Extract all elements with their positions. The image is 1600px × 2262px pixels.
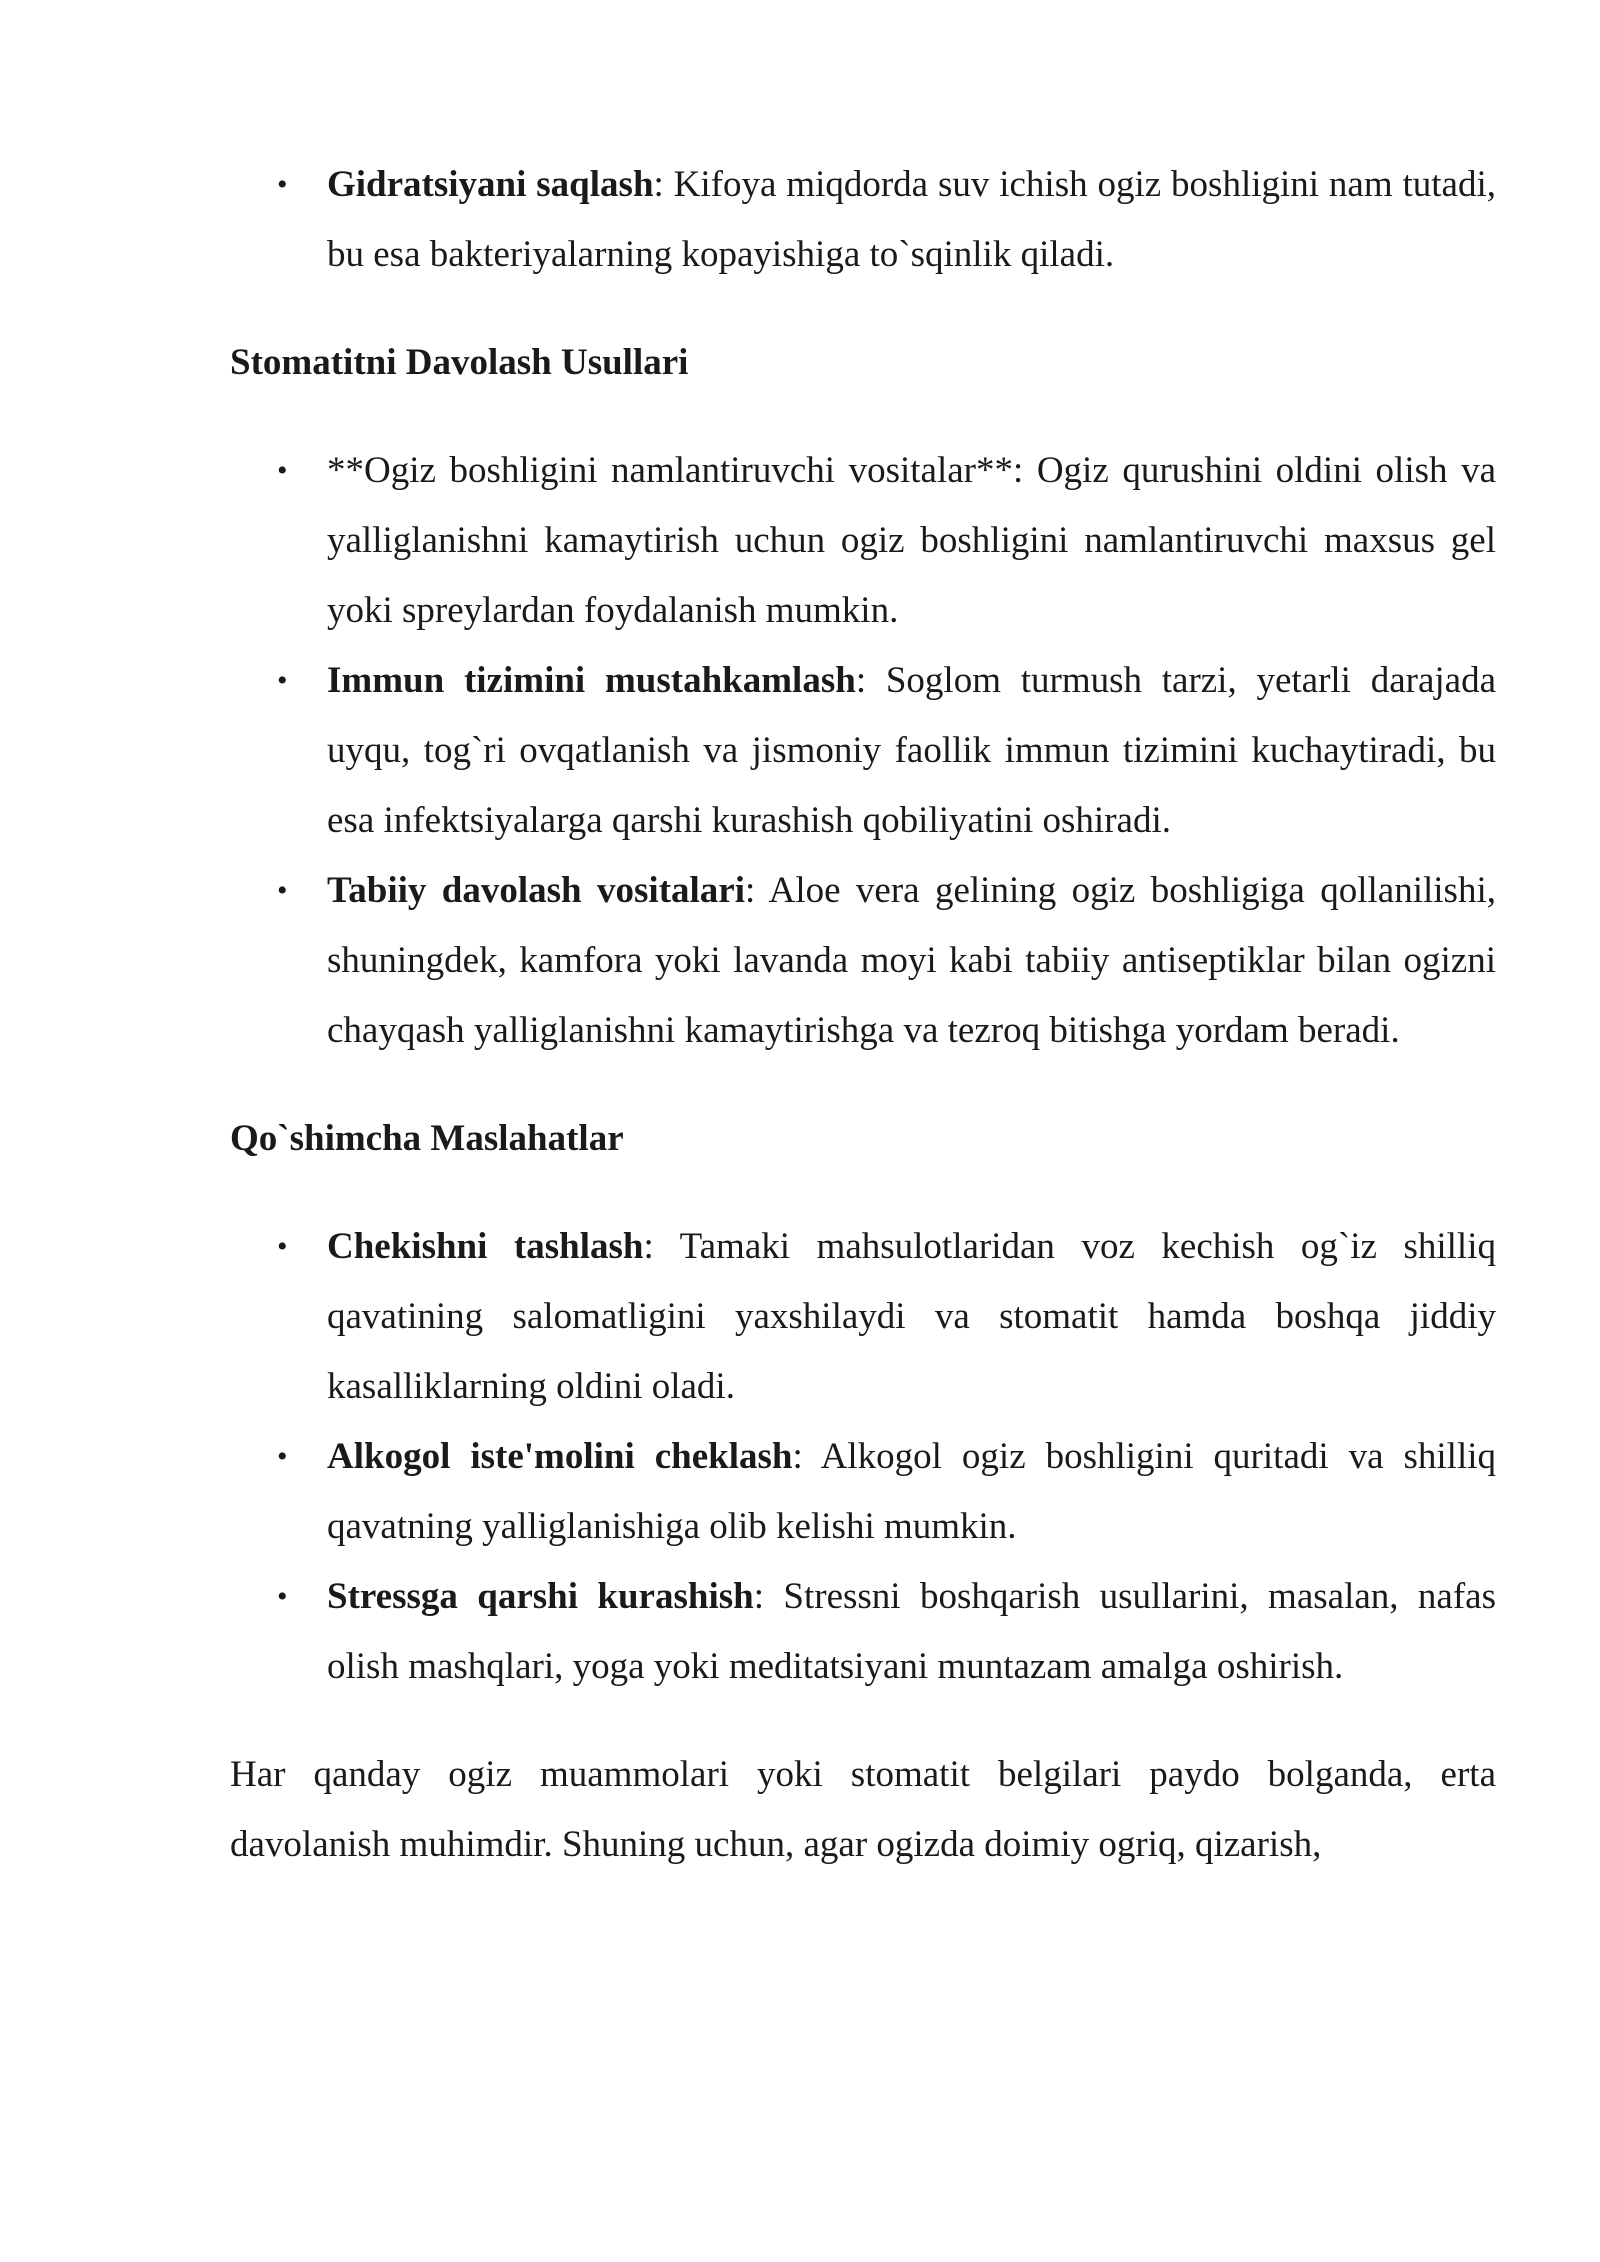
bullet-icon: •	[277, 874, 288, 907]
item-text: Alkogol ogiz boshligini quritadi va shilliq qavatning yalliglanishiga olib kelishi mumkin.	[327, 1436, 1497, 1547]
item-separator: :	[855, 660, 867, 701]
item-text: Soglom turmush tarzi, yetarli darajada uyqu, tog`ri ovqatlanish va jismoniy faollik immun tizimini kuchaytiradi, bu esa infektsiyalarga qarshi kurashish qobiliyatini oshiradi.	[327, 660, 1496, 841]
item-text: Stressni boshqarish usullarini, masalan, nafas olish mashqlari, yoga yoki meditatsiyani muntazam amalga oshirish.	[327, 1576, 1496, 1687]
item-text: **Ogiz boshligini namlantiruvchi vositalar**: Ogiz qurushini oldini olish va yalliglanishni kamaytirish uchun ogiz boshligini namlantiruvchi maxsus gel yoki spreylardan foydalanish mumkin.	[327, 450, 1496, 631]
bullet-icon: •	[277, 1230, 288, 1263]
item-term: Immun tizimini mustahkamlash	[327, 660, 856, 701]
item-separator: :	[792, 1436, 803, 1477]
list-item	[230, 1212, 1496, 1422]
list-item	[230, 150, 1496, 290]
bullet-icon: •	[277, 168, 288, 201]
item-term: Stressga qarshi kurashish	[327, 1576, 754, 1617]
document-page	[230, 150, 1496, 1880]
item-text: Aloe vera gelining ogiz boshligiga qollanilishi, shuningdek, kamfora yoki lavanda moyi kabi tabiiy antiseptiklar bilan ogizni chayqash yalliglanishni kamaytirishga va tezroq bitishga yordam beradi.	[327, 870, 1496, 1051]
bullet-icon: •	[277, 1440, 288, 1473]
treatment-list	[230, 436, 1496, 1066]
item-separator: :	[753, 1576, 764, 1617]
section-heading-treatment: Stomatitni Davolash Usullari	[230, 342, 689, 383]
bullet-icon: •	[277, 1580, 288, 1613]
list-item	[230, 1422, 1496, 1562]
closing-paragraph: Har qanday ogiz muammolari yoki stomatit belgilari paydo bolganda, erta davolanish muhimdir. Shuning uchun, agar ogizda doimiy ogriq, qizarish,	[230, 1754, 1496, 1865]
hydration-list	[230, 150, 1496, 290]
item-text: Tamaki mahsulotlaridan voz kechish og`iz shilliq qavatining salomatligini yaxshilaydi va stomatit hamda boshqa jiddiy kasalliklarning oldini oladi.	[327, 1226, 1496, 1407]
item-term: Tabiiy davolash vositalari	[327, 870, 745, 911]
section-heading-advice: Qo`shimcha Maslahatlar	[230, 1118, 624, 1159]
item-term: Gidratsiyani saqlash	[327, 164, 654, 205]
list-item	[230, 856, 1496, 1066]
item-separator: :	[745, 870, 756, 911]
bullet-icon: •	[277, 454, 288, 487]
bullet-icon: •	[277, 664, 288, 697]
list-item	[230, 646, 1496, 856]
item-separator: :	[653, 164, 664, 205]
item-separator: :	[643, 1226, 654, 1267]
list-item	[230, 436, 1496, 646]
list-item	[230, 1562, 1496, 1702]
advice-list	[230, 1212, 1496, 1702]
item-text: Kifoya miqdorda suv ichish ogiz boshligini nam tutadi, bu esa bakteriyalarning kopayishiga to`sqinlik qiladi.	[327, 164, 1497, 275]
item-term: Alkogol iste'molini cheklash	[327, 1436, 793, 1477]
item-term: Chekishni tashlash	[327, 1226, 644, 1267]
